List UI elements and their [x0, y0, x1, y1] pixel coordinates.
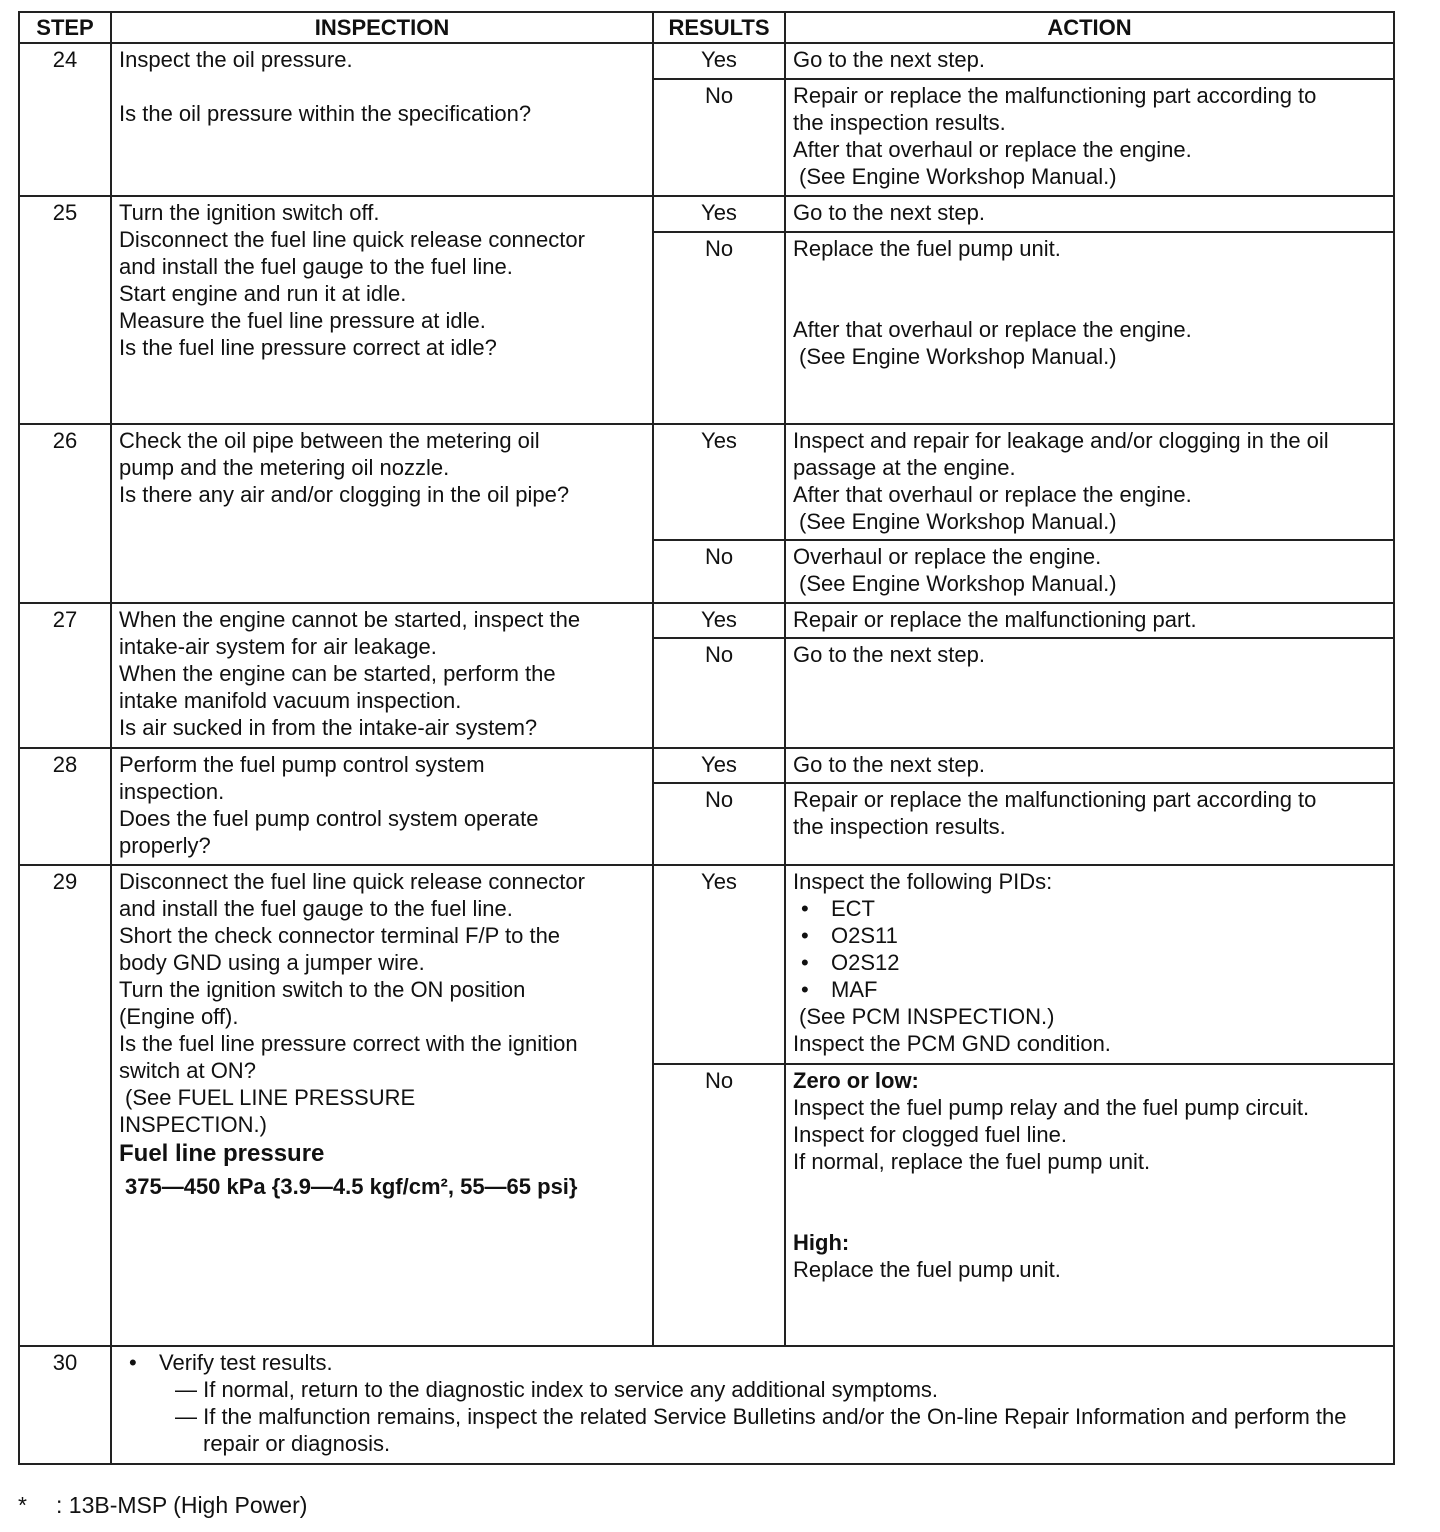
step-number: 26: [19, 424, 111, 603]
inspection-line: Turn the ignition switch off.: [119, 200, 380, 225]
result-no: No: [653, 540, 785, 603]
inspection-line: and install the fuel gauge to the fuel line.: [119, 254, 513, 279]
action-no: [785, 232, 1394, 424]
action-line: Repair or replace the malfunctioning part according to: [793, 787, 1317, 812]
result-yes: Yes: [653, 748, 785, 783]
action-yes: [785, 748, 1394, 783]
footnote: [18, 1492, 307, 1519]
step-number: 29: [19, 865, 111, 1346]
step-30-row: [19, 1346, 1394, 1464]
inspection-line: Perform the fuel pump control system: [119, 752, 485, 777]
inspection-line: (Engine off).: [119, 1004, 239, 1029]
inspection-line: Short the check connector terminal F/P to the: [119, 923, 561, 948]
inspection-line: (See FUEL LINE PRESSURE: [125, 1085, 416, 1110]
action-no: [785, 1064, 1394, 1346]
result-yes: Yes: [653, 603, 785, 638]
footnote-mark: *: [18, 1492, 27, 1518]
action-no: [785, 638, 1394, 748]
action-line: Repair or replace the malfunctioning part.: [793, 607, 1197, 632]
action-yes: [785, 424, 1394, 540]
inspection-line: Is the fuel line pressure correct with the ignition: [119, 1031, 578, 1056]
action-line: Inspect the PCM GND condition.: [793, 1031, 1111, 1056]
header-step: STEP: [19, 12, 111, 43]
inspection-line: switch at ON?: [119, 1058, 256, 1083]
action-no: [785, 783, 1394, 865]
step-26-inspection: [111, 424, 653, 603]
inspection-line: Start engine and run it at idle.: [119, 281, 407, 306]
header-row: [19, 12, 1394, 43]
action-line: (See Engine Workshop Manual.): [799, 344, 1117, 369]
action-line: Go to the next step.: [793, 200, 986, 225]
step-number: 28: [19, 748, 111, 865]
action-yes: [785, 865, 1394, 1064]
action-line: Repair or replace the malfunctioning part according to: [793, 83, 1317, 108]
inspection-line: intake-air system for air leakage.: [119, 634, 437, 659]
action-no: [785, 79, 1394, 196]
action-line: Go to the next step.: [793, 642, 986, 667]
inspection-line: When the engine cannot be started, inspect the: [119, 607, 581, 632]
inspection-line: Is the oil pressure within the specification?: [119, 101, 532, 126]
step-24-yes-row: [19, 43, 1394, 79]
inspection-line: body GND using a jumper wire.: [119, 950, 425, 975]
action-line: Inspect the fuel pump relay and the fuel pump circuit.: [793, 1095, 1310, 1120]
high-heading: High:: [793, 1230, 850, 1255]
zero-low-heading: Zero or low:: [793, 1068, 919, 1093]
action-line: (See PCM INSPECTION.): [799, 1004, 1055, 1029]
step-28-inspection: [111, 748, 653, 865]
result-no: No: [653, 783, 785, 865]
step-number: 30: [19, 1346, 111, 1464]
inspection-line: Disconnect the fuel line quick release connector: [119, 227, 585, 252]
step-25-inspection: [111, 196, 653, 424]
header-action: ACTION: [785, 12, 1394, 43]
pid-item: • ECT: [793, 895, 1386, 922]
header-inspection: INSPECTION: [111, 12, 653, 43]
action-line: After that overhaul or replace the engine.: [793, 317, 1192, 342]
result-no: No: [653, 79, 785, 196]
pid-item: • MAF: [793, 976, 1386, 1003]
step-28-yes-row: [19, 748, 1394, 783]
diagnostic-table: [18, 11, 1395, 1465]
action-line: Overhaul or replace the engine.: [793, 544, 1102, 569]
action-line: passage at the engine.: [793, 455, 1016, 480]
result-no: No: [653, 1064, 785, 1346]
inspection-line: properly?: [119, 833, 211, 858]
pid-item: • O2S11: [793, 922, 1386, 949]
action-line: Replace the fuel pump unit.: [793, 1257, 1061, 1282]
action-line: Go to the next step.: [793, 47, 986, 72]
header-results: RESULTS: [653, 12, 785, 43]
step-29-inspection: [111, 865, 653, 1346]
action-line: the inspection results.: [793, 110, 1006, 135]
inspection-line: Disconnect the fuel line quick release connector: [119, 869, 585, 894]
step-30-content: [111, 1346, 1394, 1464]
result-yes: Yes: [653, 424, 785, 540]
step-26-yes-row: [19, 424, 1394, 540]
verify-bullet: • Verify test results.: [119, 1349, 1386, 1376]
inspection-line: Is there any air and/or clogging in the oil pipe?: [119, 482, 570, 507]
result-yes: Yes: [653, 196, 785, 232]
dash-item: — If normal, return to the diagnostic index to service any additional symptoms.: [175, 1377, 939, 1402]
action-line: Inspect and repair for leakage and/or clogging in the oil: [793, 428, 1329, 453]
action-line: the inspection results.: [793, 814, 1006, 839]
step-number: 24: [19, 43, 111, 196]
action-line: (See Engine Workshop Manual.): [799, 164, 1117, 189]
inspection-line: Is the fuel line pressure correct at idle?: [119, 335, 497, 360]
action-line: If normal, replace the fuel pump unit.: [793, 1149, 1151, 1174]
step-27-yes-row: [19, 603, 1394, 638]
inspection-line: inspection.: [119, 779, 225, 804]
inspection-line: and install the fuel gauge to the fuel line.: [119, 896, 513, 921]
action-line: Inspect for clogged fuel line.: [793, 1122, 1067, 1147]
step-25-yes-row: [19, 196, 1394, 232]
inspection-line: INSPECTION.): [119, 1112, 267, 1137]
inspection-line: Does the fuel pump control system operate: [119, 806, 539, 831]
inspection-line: Turn the ignition switch to the ON position: [119, 977, 526, 1002]
inspection-line: Inspect the oil pressure.: [119, 47, 353, 72]
inspection-line: When the engine can be started, perform the: [119, 661, 556, 686]
action-no: [785, 540, 1394, 603]
action-yes: [785, 43, 1394, 79]
action-yes: [785, 196, 1394, 232]
step-number: 27: [19, 603, 111, 748]
action-line: After that overhaul or replace the engine.: [793, 482, 1192, 507]
step-27-inspection: [111, 603, 653, 748]
spec-value: 375—450 kPa {3.9—4.5 kgf/cm², 55—65 psi}: [125, 1174, 578, 1199]
result-no: No: [653, 638, 785, 748]
action-line: (See Engine Workshop Manual.): [799, 509, 1117, 534]
pid-list: [793, 895, 1386, 1003]
action-line: Inspect the following PIDs:: [793, 869, 1053, 894]
result-no: No: [653, 232, 785, 424]
step-29-yes-row: [19, 865, 1394, 1064]
action-line: Replace the fuel pump unit.: [793, 236, 1061, 261]
result-yes: Yes: [653, 43, 785, 79]
spec-title: Fuel line pressure: [119, 1140, 325, 1167]
action-line: (See Engine Workshop Manual.): [799, 571, 1117, 596]
step-24-inspection: [111, 43, 653, 196]
step-number: 25: [19, 196, 111, 424]
inspection-line: intake manifold vacuum inspection.: [119, 688, 462, 713]
action-line: After that overhaul or replace the engine.: [793, 137, 1192, 162]
inspection-line: Measure the fuel line pressure at idle.: [119, 308, 486, 333]
result-yes: Yes: [653, 865, 785, 1064]
dash-item: — If the malfunction remains, inspect the related Service Bulletins and/or the On-line Repair Information and perform the repair or diagnosis.: [175, 1404, 1347, 1456]
inspection-line: Check the oil pipe between the metering oil: [119, 428, 540, 453]
inspection-line: pump and the metering oil nozzle.: [119, 455, 450, 480]
action-line: Go to the next step.: [793, 752, 986, 777]
pid-item: • O2S12: [793, 949, 1386, 976]
footnote-text: : 13B-MSP (High Power): [56, 1492, 308, 1518]
action-yes: [785, 603, 1394, 638]
inspection-line: Is air sucked in from the intake-air system?: [119, 715, 538, 740]
